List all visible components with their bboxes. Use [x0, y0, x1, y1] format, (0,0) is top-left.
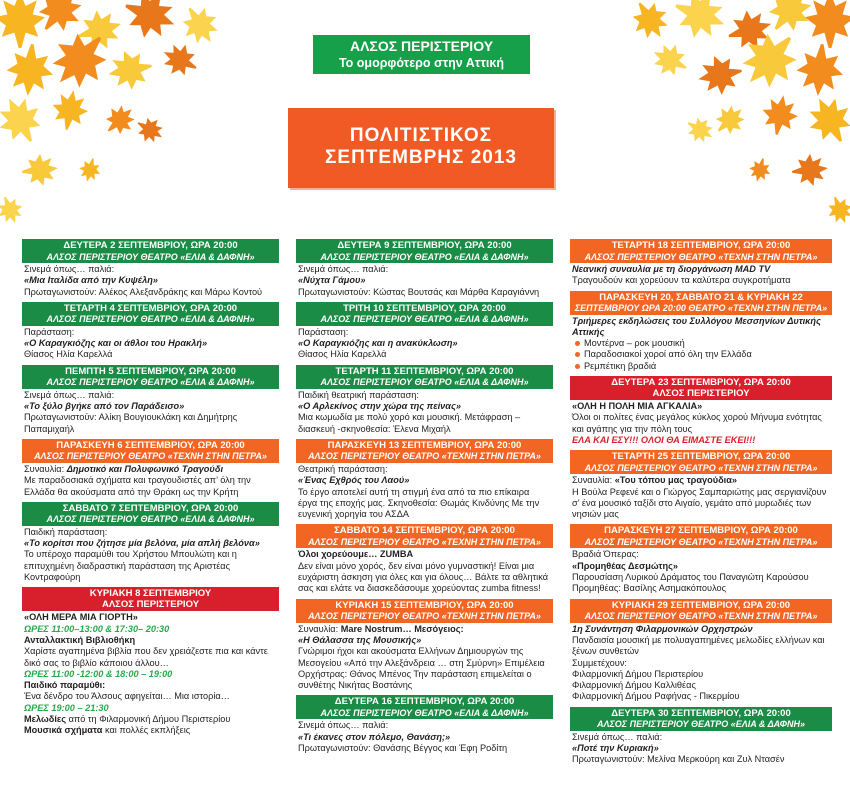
event-body [296, 548, 553, 596]
schedule-column-2 [296, 237, 553, 756]
event-header [570, 450, 832, 474]
event-title: «Ο Καραγκιόζης και η ανακύκλωση» [298, 338, 458, 349]
maple-leaf-icon [708, 99, 751, 142]
event-title: Νεανική συναυλία με τη διοργάνωση MAD TV [572, 264, 771, 274]
event-header [570, 524, 832, 548]
event-type: Παιδική θεατρική παράσταση: [298, 389, 419, 400]
event-title: «Ένας Εχθρός του Λαού» [298, 475, 410, 486]
maple-leaf-icon [20, 152, 59, 188]
event-title: «Το ξύλο βγήκε από τον Παράδεισο» [24, 401, 185, 412]
event-body [296, 719, 553, 756]
event-venue: ΑΛΣΟΣ ΠΕΡΙΣΤΕΡΙΟΥ ΘΕΑΤΡΟ «ΕΛΙΑ & ΔΑΦΝΗ» [320, 377, 529, 388]
event-desc: Ένα δένδρο του Άλσους αφηγείται… Μια ιστορία… [24, 691, 230, 702]
maple-leaf-icon [800, 89, 850, 151]
event-desc: Μια κωμωδία με πολύ χορό και μουσική. Μετάφραση – διασκευή -σκηνοθεσία: Έλενα Μιχαήλ [298, 412, 521, 434]
event-date: ΠΑΡΑΣΚΕΥΗ 13 ΣΕΠΤΕΜΒΡΙΟΥ, ΩΡΑ 20:00 [327, 439, 522, 451]
schedule-column-1 [22, 237, 279, 739]
event-type: Σινεμά όπως… παλιά: [298, 720, 389, 731]
event-venue: ΑΛΣΟΣ ΠΕΡΙΣΤΕΡΙΟΥ ΘΕΑΤΡΟ «ΕΛΙΑ & ΔΑΦΝΗ» [320, 251, 529, 262]
maple-leaf-icon [759, 92, 801, 138]
event-title: Δημοτικό και Πολυφωνικό Τραγούδι [66, 463, 224, 474]
event-body [570, 623, 832, 705]
event-type: Συναυλία: [24, 463, 67, 474]
bullet-item: Ρεμπέτικη βραδιά [572, 361, 830, 372]
event-body [22, 526, 279, 585]
event-desc: Με παραδοσιακά σχήματα και τραγουδιστές απ’ όλη την Ελλάδα θα ακούσματα από την Θράκη ως την Κρήτη [24, 475, 251, 497]
event-header [296, 439, 553, 463]
event-body [22, 326, 279, 363]
event-header [22, 587, 279, 611]
banner-line-1: ΠΟΛΙΤΙΣΤΙΚΟΣ [349, 125, 493, 146]
event-desc: Η Βούλα Ρεφενέ και ο Γιώργος Σαμπαριώτης μας σεργιανίζουν σ’ ένα μουσικό ταξίδι στο Αιγαίο, γεμάτο από μυρωδιές των νησιών μας [572, 486, 827, 520]
maple-leaf-icon [624, 0, 676, 46]
event-type: Σινεμά όπως… παλιά: [572, 731, 663, 742]
event-header [22, 439, 279, 463]
event-venue: ΑΛΣΟΣ ΠΕΡΙΣΤΕΡΙΟΥ ΘΕΑΤΡΟ «ΕΛΙΑ & ΔΑΦΝΗ» [46, 314, 255, 325]
event-type: Παράσταση: [24, 326, 75, 337]
event-venue: ΑΛΣΟΣ ΠΕΡΙΣΤΕΡΙΟΥ ΘΕΑΤΡΟ «ΤΕΧΝΗ ΣΤΗΝ ΠΕΤΡΑ» [584, 536, 818, 547]
event-date: ΤΕΤΑΡΤΗ 18 ΣΕΠΤΕΜΒΡΙΟΥ, ΩΡΑ 20:00 [611, 240, 791, 251]
event-header [296, 365, 553, 389]
event-title: «Τι έκανες στον πόλεμο, Θανάση;» [298, 731, 451, 742]
event-subtitle: Ανταλλακτική Βιβλιοθήκη [24, 634, 136, 645]
event-venue: ΑΛΣΟΣ ΠΕΡΙΣΤΕΡΙΟΥ ΘΕΑΤΡΟ «ΕΛΙΑ & ΔΑΦΝΗ» [46, 251, 255, 262]
event-desc: Πρωταγωνιστούν: Μελίνα Μερκούρη και Ζυλ Ντασέν [572, 754, 785, 765]
event-body [22, 263, 279, 300]
event-header [22, 365, 279, 389]
maple-leaf-icon [132, 112, 169, 148]
event-venue: ΑΛΣΟΣ ΠΕΡΙΣΤΕΡΙΟΥ ΘΕΑΤΡΟ «ΤΕΧΝΗ ΣΤΗΝ ΠΕΤΡΑ» [308, 611, 541, 622]
autumn-leaves-right [610, 0, 850, 230]
event-header [296, 524, 553, 548]
event-desc: Πρωταγωνιστούν: Αλέκος Αλεξανδράκης και Μάρω Κοντού [24, 286, 263, 297]
event-desc: Πρωταγωνιστούν: Αλίκη Βουγιουκλάκη και Δημήτρης Παπαμιχαήλ [24, 412, 238, 434]
maple-leaf-icon [76, 156, 103, 185]
event-venue: ΑΛΣΟΣ ΠΕΡΙΣΤΕΡΙΟΥ ΘΕΑΤΡΟ «ΕΛΙΑ & ΔΑΦΝΗ» [320, 314, 529, 325]
event-desc: Θίασος Ηλία Καρελλά [24, 349, 113, 360]
event-title: «Η Θάλασσα της Μουσικής» [298, 634, 422, 645]
event-date: ΠΕΜΠΤΗ 5 ΣΕΠΤΕΜΒΡΙΟΥ, ΩΡΑ 20:00 [65, 365, 236, 377]
maple-leaf-icon [746, 156, 773, 185]
event-desc: Γνώριμοι ήχοι και ακούσματα Ελλήνων Δημιουργών της Μεσογείου «Από την Αλεξάνδρεια … στη Σμύρνη» Επιμέλεια Ορχήστρας: Θάνος Μπένος Την παράσταση επιμελείται ο συνθέτης Νικήτας Βοστάνης [298, 646, 545, 691]
event-venue: ΑΛΣΟΣ ΠΕΡΙΣΤΕΡΙΟΥ ΘΕΑΤΡΟ «ΤΕΧΝΗ ΣΤΗΝ ΠΕΤΡΑ» [308, 451, 541, 462]
event-desc: Θίασος Ηλία Καρελλά [298, 349, 387, 360]
event-date: ΤΕΤΑΡΤΗ 4 ΣΕΠΤΕΜΒΡΙΟΥ, ΩΡΑ 20:00 [63, 302, 238, 314]
event-title: «Το κορίτσι που ζήτησε μία βελόνα, μία απλή βελόνα» [24, 538, 260, 549]
event-title: «Μια Ιταλίδα από την Κυψέλη» [24, 275, 158, 286]
schedule-column-3 [570, 237, 832, 768]
event-date: ΚΥΡΙΑΚΗ 8 ΣΕΠΤΕΜΒΡΙΟΥ [89, 588, 212, 600]
event-body [296, 389, 553, 437]
event-header [570, 291, 832, 315]
maple-leaf-icon [682, 112, 719, 148]
event-hours: ΩΡΕΣ 11:00 -12:00 & 18:00 – 19:00 [24, 668, 173, 679]
event-type: Συναυλία: [572, 475, 615, 486]
event-date: ΚΥΡΙΑΚΗ 29 ΣΕΠΤΕΜΒΡΙΟΥ, ΩΡΑ 20:00 [611, 599, 791, 611]
event-date: ΤΡΙΤΗ 10 ΣΕΠΤΕΜΒΡΙΟΥ, ΩΡΑ 20:00 [343, 302, 506, 314]
event-subtitle: Mare Nostrum… Μεσόγειος: [340, 623, 464, 634]
event-date: ΔΕΥΤΕΡΑ 30 ΣΕΠΤΕΜΒΡΙΟΥ, ΩΡΑ 20:00 [611, 707, 791, 719]
event-venue: ΑΛΣΟΣ ΠΕΡΙΣΤΕΡΙΟΥ [652, 387, 750, 399]
event-date: ΤΕΤΑΡΤΗ 25 ΣΕΠΤΕΜΒΡΙΟΥ, ΩΡΑ 20:00 [611, 451, 791, 463]
maple-leaf-icon [823, 192, 850, 227]
maple-leaf-icon [157, 38, 204, 83]
event-subtitle: Παιδικό παραμύθι: [24, 680, 106, 691]
event-date: ΔΕΥΤΕΡΑ 23 ΣΕΠΤΕΜΒΡΙΟΥ, ΩΡΑ 20:00 [611, 377, 791, 389]
event-body [570, 548, 832, 596]
maple-leaf-icon [0, 192, 27, 227]
maple-leaf-icon [0, 0, 45, 48]
participant: Φιλαρμονική Δήμου Καλλιθέας [572, 680, 696, 691]
park-title: ΑΛΣΟΣ ΠΕΡΙΣΤΕΡΙΟΥ [349, 38, 494, 54]
event-desc: Το έργο αποτελεί αυτή τη στιγμή ένα από τα πιο επίκαιρα έργα της εποχής μας. Σκηνοθεσία: Θωμάς Κινδύνης Με την ευγενική χορηγία του ΑΣΔΑ [298, 486, 540, 520]
event-venue: ΑΛΣΟΣ ΠΕΡΙΣΤΕΡΙΟΥ ΘΕΑΤΡΟ «ΕΛΙΑ & ΔΑΦΝΗ» [596, 719, 805, 730]
event-body [570, 263, 832, 289]
event-venue: ΑΛΣΟΣ ΠΕΡΙΣΤΕΡΙΟΥ ΘΕΑΤΡΟ «ΕΛΙΑ & ΔΑΦΝΗ» [320, 707, 529, 718]
event-type: Θεατρική παράσταση: [298, 463, 388, 474]
event-venue: ΑΛΣΟΣ ΠΕΡΙΣΤΕΡΙΟΥ ΘΕΑΤΡΟ «ΤΕΧΝΗ ΣΤΗΝ ΠΕΤΡΑ» [34, 451, 267, 462]
event-date: ΣΑΒΒΑΤΟ 7 ΣΕΠΤΕΜΒΡΙΟΥ, ΩΡΑ 20:00 [62, 502, 239, 514]
event-header [296, 599, 553, 623]
maple-leaf-icon [98, 99, 141, 142]
event-venue: ΑΛΣΟΣ ΠΕΡΙΣΤΕΡΙΟΥ ΘΕΑΤΡΟ «ΤΕΧΝΗ ΣΤΗΝ ΠΕΤΡΑ» [584, 462, 818, 473]
event-hours: ΩΡΕΣ 11:00–13:00 & 17:30– 20:30 [24, 623, 170, 634]
event-desc: Δεν είναι μόνο χορός, δεν είναι μόνο γυμναστική! Είναι μια ευχάριστη άσκηση για όλες και για όλους… Βάλτε τα αθλητικά σας και ελάτε να διασκεδάσουμε χορεύοντας zumba fitness! [298, 560, 549, 594]
event-body [22, 611, 279, 738]
event-hours: ΩΡΕΣ 19:00 – 21:30 [24, 702, 109, 713]
maple-leaf-icon [49, 87, 91, 133]
event-type: Συναυλία: [298, 623, 341, 634]
event-date: ΤΕΤΑΡΤΗ 11 ΣΕΠΤΕΜΒΡΙΟΥ, ΩΡΑ 20:00 [335, 365, 514, 377]
event-venue: ΑΛΣΟΣ ΠΕΡΙΣΤΕΡΙΟΥ ΘΕΑΤΡΟ «ΤΕΧΝΗ ΣΤΗΝ ΠΕΤΡΑ» [308, 536, 541, 547]
event-venue: ΑΛΣΟΣ ΠΕΡΙΣΤΕΡΙΟΥ ΘΕΑΤΡΟ «ΕΛΙΑ & ΔΑΦΝΗ» [46, 514, 255, 525]
event-date: ΚΥΡΙΑΚΗ 15 ΣΕΠΤΕΜΒΡΙΟΥ, ΩΡΑ 20:00 [335, 599, 514, 611]
maple-leaf-icon [790, 152, 829, 188]
event-title: «Ποτέ την Κυριακή» [572, 743, 659, 754]
event-body [296, 263, 553, 300]
event-desc: Τραγουδούν και χορεύουν τα καλύτερα συγκροτήματα [572, 275, 791, 286]
event-title: «ΟΛΗ Η ΠΟΛΗ ΜΙΑ ΑΓΚΑΛΙΑ» [572, 401, 703, 412]
event-date: ΔΕΥΤΕΡΑ 2 ΣΕΠΤΕΜΒΡΙΟΥ, ΩΡΑ 20:00 [63, 240, 238, 251]
event-venue: ΑΛΣΟΣ ΠΕΡΙΣΤΕΡΙΟΥ ΘΕΑΤΡΟ «ΕΛΙΑ & ΔΑΦΝΗ» [46, 377, 255, 388]
maple-leaf-icon [4, 42, 55, 98]
event-type: Σινεμά όπως… παλιά: [24, 389, 115, 400]
maple-leaf-icon [647, 38, 694, 83]
event-subtitle: Μουσικά σχήματα [24, 725, 103, 736]
event-date: ΔΕΥΤΕΡΑ 9 ΣΕΠΤΕΜΒΡΙΟΥ, ΩΡΑ 20:00 [337, 240, 512, 251]
event-header [570, 599, 832, 623]
event-type: Σινεμά όπως… παλιά: [24, 264, 115, 274]
event-header [296, 695, 553, 719]
event-title: «Νύχτα Γάμου» [298, 275, 366, 286]
event-date: ΠΑΡΑΣΚΕΥΗ 6 ΣΕΠΤΕΜΒΡΙΟΥ, ΩΡΑ 20:00 [56, 439, 245, 451]
event-title: 1η Συνάντηση Φιλαρμονικών Ορχηστρών [572, 623, 753, 634]
autumn-leaves-left [0, 0, 240, 230]
event-venue: ΑΛΣΟΣ ΠΕΡΙΣΤΕΡΙΟΥ [101, 598, 200, 610]
bullet-item: Παραδοσιακοί χοροί από όλη την Ελλάδα [572, 349, 830, 360]
maple-leaf-icon [174, 0, 226, 51]
event-desc: Πρωταγωνιστούν: Θανάσης Βέγγος και Έφη Ροδίτη [298, 743, 508, 754]
event-desc: Παρουσίαση Λυρικού Δράματος του Παναγιώτη Καρούσου Προμηθέας: Βασίλης Ασημακόπουλος [572, 572, 809, 594]
banner-line-2: ΣΕΠΤΕΜΒΡΗΣ 2013 [325, 147, 517, 168]
event-title: Τριήμερες εκδηλώσεις του Συλλόγου Μεσσηνίων Δυτικής Αττικής [572, 315, 821, 337]
event-desc: Όλοι οι πολίτες ένας μεγάλος κύκλος χορού Μήνυμα ενότητας και αγάπης για την πόλη τους [572, 412, 822, 434]
event-header [296, 239, 553, 263]
event-venue: ΣΕΠΤΕΜΒΡΙΟΥ ΩΡΑ 20:00 ΘΕΑΤΡΟ «ΤΕΧΝΗ ΣΤΗΝ ΠΕΤΡΑ» [574, 303, 828, 314]
maple-leaf-icon [0, 89, 50, 151]
event-body [296, 623, 553, 694]
event-date: ΠΑΡΑΣΚΕΥΗ 27 ΣΕΠΤΕΜΒΡΙΟΥ, ΩΡΑ 20:00 [604, 525, 798, 537]
maple-leaf-icon [805, 0, 850, 48]
participant: Φιλαρμονική Δήμου Περιστερίου [572, 668, 704, 679]
event-note: Συμμετέχουν: [572, 657, 627, 668]
event-desc: και πολλές εκπλήξεις [102, 725, 191, 736]
bullet-item: Μοντέρνα – ροκ μουσική [572, 338, 830, 349]
event-title: «Ο Καραγκιόζης και οι άθλοι του Ηρακλή» [24, 338, 208, 349]
event-venue: ΑΛΣΟΣ ΠΕΡΙΣΤΕΡΙΟΥ ΘΕΑΤΡΟ «ΤΕΧΝΗ ΣΤΗΝ ΠΕΤΡΑ» [584, 611, 818, 622]
event-header [570, 376, 832, 400]
event-body [570, 315, 832, 374]
event-body [570, 474, 832, 522]
maple-leaf-icon [667, 0, 732, 46]
event-body [22, 389, 279, 437]
event-title: «Του τόπου μας τραγούδια» [614, 475, 737, 486]
program-banner [288, 108, 554, 188]
event-desc: Το υπέροχο παραμύθι του Χρήστου Μπουλώτη και η επιτυχημένη διαδραστική παράσταση της Αριστέας Κοντραφούρη [24, 549, 237, 583]
event-type: Παιδική παράσταση: [24, 526, 108, 537]
event-header [22, 239, 279, 263]
event-body [296, 326, 553, 363]
event-body [570, 400, 832, 448]
event-header [570, 239, 832, 263]
event-body [296, 463, 553, 522]
event-type: Βραδιά Όπερας: [572, 549, 639, 560]
event-header [22, 502, 279, 526]
event-title: Όλοι χορεύουμε… ZUMBA [298, 549, 414, 560]
event-desc: Πανδαισία μουσική με πολυαγαπημένες μελωδίες ελλήνων και ξένων συνθετών [572, 634, 825, 657]
event-body [570, 731, 832, 768]
event-type: Σινεμά όπως… παλιά: [298, 264, 389, 274]
event-desc: από τη Φιλαρμονική Δήμου Περιστερίου [66, 714, 231, 725]
event-header [570, 707, 832, 731]
participant: Φιλαρμονική Δήμου Ραφήνας - Πικερμίου [572, 691, 740, 702]
event-header [296, 302, 553, 326]
maple-leaf-icon [695, 51, 746, 98]
event-desc: Πρωταγωνιστούν: Κώστας Βουτσάς και Μάρθα Καραγιάννη [298, 286, 540, 297]
event-date: ΔΕΥΤΕΡΑ 16 ΣΕΠΤΕΜΒΡΙΟΥ, ΩΡΑ 20:00 [334, 696, 515, 708]
event-title: «Ο Αρλεκίνος στην χώρα της πείνας» [298, 401, 461, 412]
park-subtitle: Το ομορφότερο στην Αττική [338, 56, 505, 70]
event-subtitle: Μελωδίες [24, 714, 67, 725]
maple-leaf-icon [117, 0, 182, 46]
event-header [22, 302, 279, 326]
maple-leaf-icon [105, 46, 156, 93]
event-title: «ΟΛΗ ΜΕΡΑ ΜΙΑ ΓΙΟΡΤΗ» [24, 612, 138, 623]
event-type: Παράσταση: [298, 326, 349, 337]
event-slogan: ΕΛΑ ΚΑΙ ΕΣΥ!!! ΟΛΟΙ ΘΑ ΕΙΜΑΣΤΕ ΕΚΕΙ!!! [572, 434, 756, 445]
event-date: ΠΑΡΑΣΚΕΥΗ 20, ΣΑΒΒΑΤΟ 21 & ΚΥΡΙΑΚΗ 22 [599, 291, 803, 303]
event-venue: ΑΛΣΟΣ ΠΕΡΙΣΤΕΡΙΟΥ ΘΕΑΤΡΟ «ΤΕΧΝΗ ΣΤΗΝ ΠΕΤΡΑ» [584, 251, 818, 262]
maple-leaf-icon [794, 42, 845, 98]
park-title-box [313, 35, 530, 74]
event-body [22, 463, 279, 500]
event-date: ΣΑΒΒΑΤΟ 14 ΣΕΠΤΕΜΒΡΙΟΥ, ΩΡΑ 20:00 [334, 525, 515, 537]
event-desc: Χαρίστε αγαπημένα βιβλία που δεν χρειάζεστε πια και κάντε δικό σας το βιβλίο κάποιου άλλου… [24, 646, 268, 668]
event-title: «Προμηθέας Δεσμώτης» [572, 560, 678, 571]
